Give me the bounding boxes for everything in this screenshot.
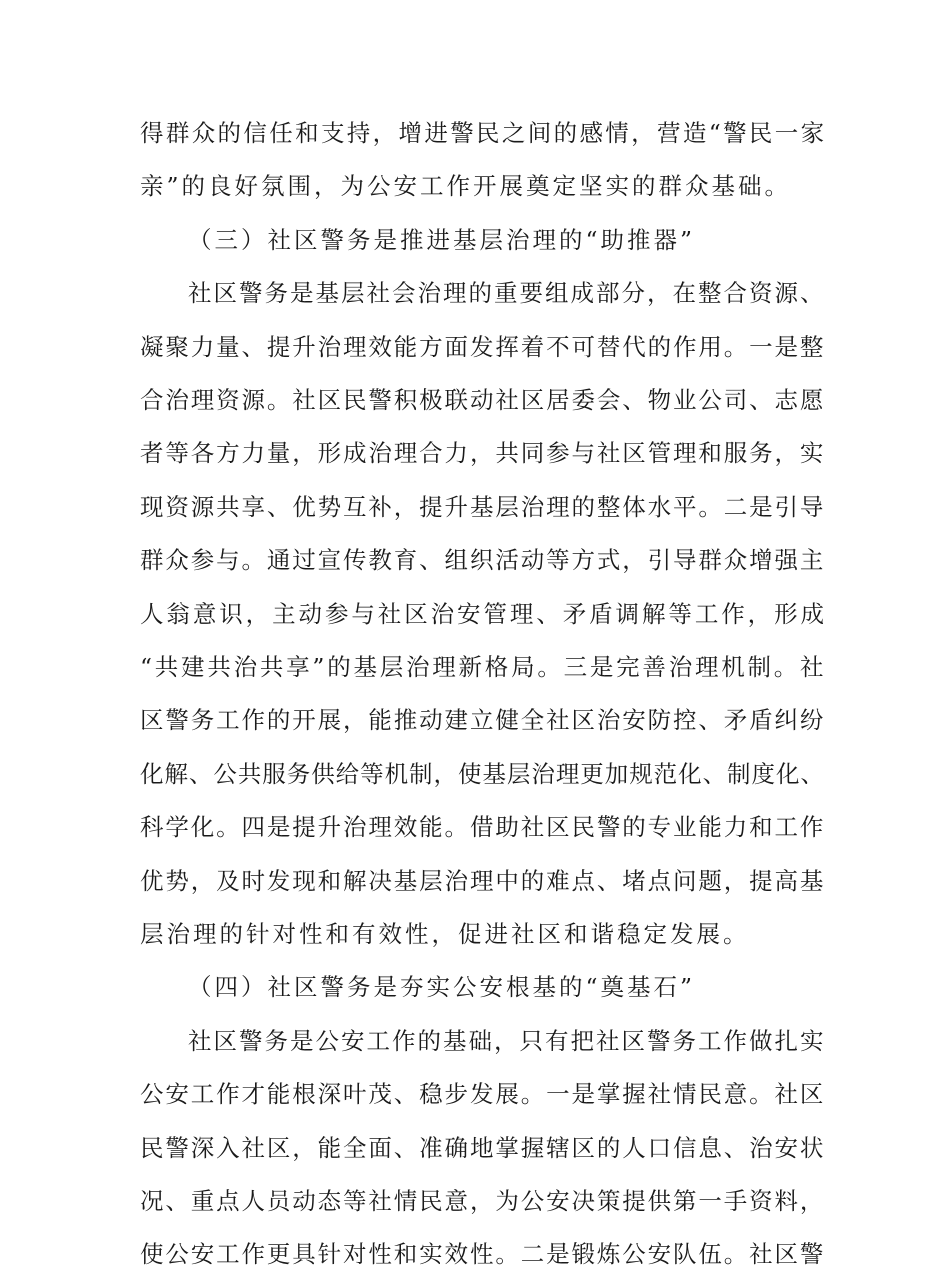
text-line: 区警务工作的开展，能推动建立健全社区治安防控、矛盾纠纷 — [140, 706, 826, 734]
text-line: 科学化。四是提升治理效能。借助社区民警的专业能力和工作 — [140, 813, 826, 841]
text-line: 民警深入社区，能全面、准确地掌握辖区的人口信息、治安状 — [140, 1134, 826, 1162]
section-heading-4: （四）社区警务是夯实公安根基的“奠基石” — [188, 973, 696, 1001]
text-line: 者等各方力量，形成治理合力，共同参与社区管理和服务，实 — [140, 439, 826, 467]
text-line: 优势，及时发现和解决基层治理中的难点、堵点问题，提高基 — [140, 867, 826, 895]
text-line: 人翁意识，主动参与社区治安管理、矛盾调解等工作，形成 — [140, 600, 827, 628]
text-line: 得群众的信任和支持，增进警民之间的感情，营造“警民一家 — [140, 119, 827, 147]
text-line: 化解、公共服务供给等机制，使基层治理更加规范化、制度化、 — [140, 760, 825, 788]
text-line: “共建共治共享”的基层治理新格局。三是完善治理机制。社 — [140, 653, 827, 681]
text-line: 社区警务是基层社会治理的重要组成部分，在整合资源、 — [188, 279, 826, 307]
text-line: 层治理的针对性和有效性，促进社区和谐稳定发展。 — [140, 920, 750, 948]
text-line: 凝聚力量、提升治理效能方面发挥着不可替代的作用。一是整 — [140, 333, 826, 361]
text-line: 现资源共享、优势互补，提升基层治理的整体水平。二是引导 — [140, 493, 826, 521]
text-line: 公安工作才能根深叶茂、稳步发展。一是掌握社情民意。社区 — [140, 1080, 826, 1108]
section-heading-3: （三）社区警务是推进基层治理的“助推器” — [188, 226, 696, 254]
text-line: 况、重点人员动态等社情民意，为公安决策提供第一手资料， — [140, 1187, 826, 1215]
text-line: 社区警务是公安工作的基础，只有把社区警务工作做扎实 — [188, 1027, 826, 1055]
text-line: 合治理资源。社区民警积极联动社区居委会、物业公司、志愿 — [140, 386, 826, 414]
text-line: 使公安工作更具针对性和实效性。二是锻炼公安队伍。社区警 — [140, 1240, 826, 1268]
text-line: 亲”的良好氛围，为公安工作开展奠定坚实的群众基础。 — [140, 172, 792, 200]
text-line: 群众参与。通过宣传教育、组织活动等方式，引导群众增强主 — [140, 546, 826, 574]
